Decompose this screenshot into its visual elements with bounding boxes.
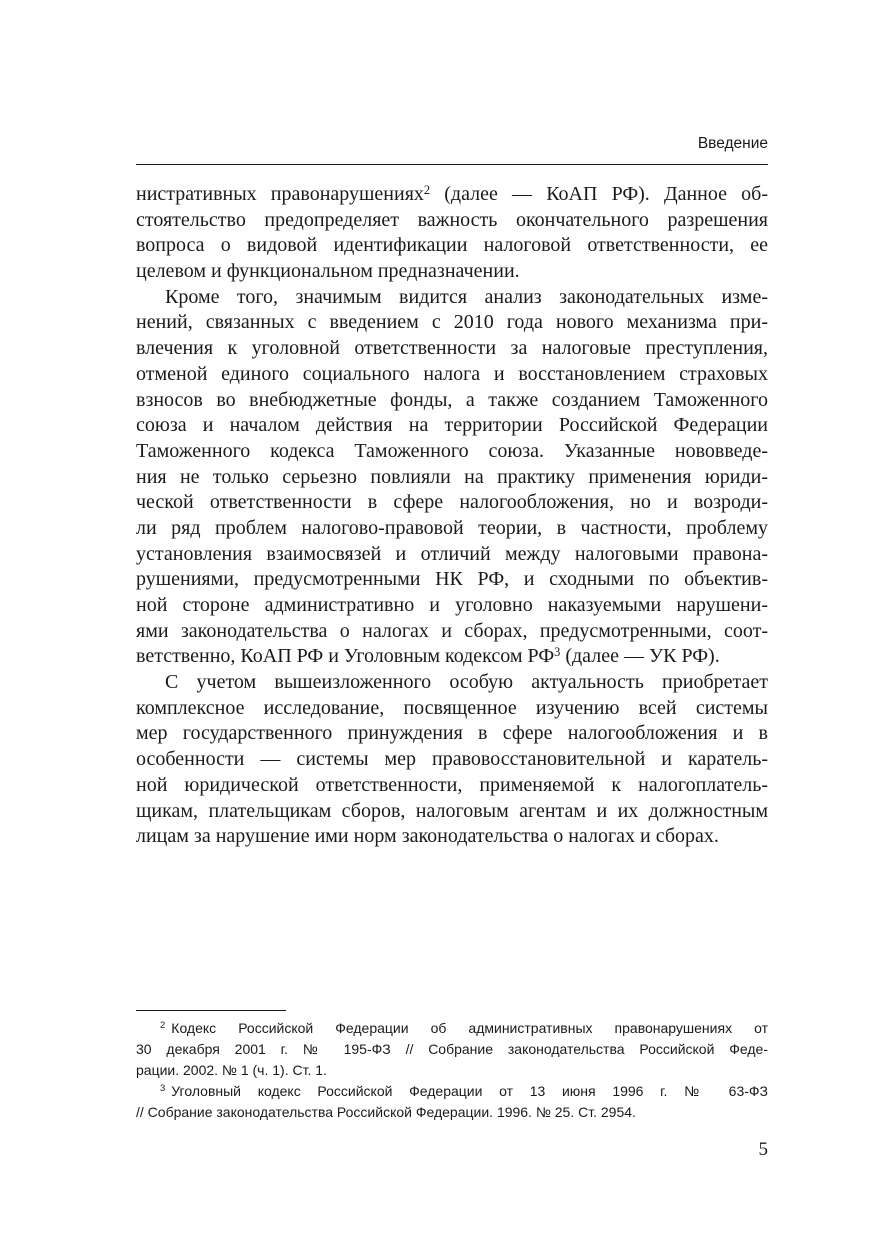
text-line: ческой ответственности в сфере налогообложения, но и возроди- xyxy=(136,491,768,514)
footnotes xyxy=(136,1018,768,1123)
text-line: взносов во внебюджетные фонды, а также созданием Таможенного xyxy=(136,388,768,411)
text-line-segment: ветственно, КоАП РФ и Уголовным кодексом РФ xyxy=(136,645,555,668)
footnote-line-text: Кодекс Российской Федерации об административных правонарушениях от xyxy=(171,1020,768,1036)
text-line: ями законодательства о налогах и сборах, предусмотренными, соот- xyxy=(136,619,768,642)
footnote-line xyxy=(136,1018,768,1039)
text-line: Таможенного кодекса Таможенного союза. Указанные нововведе- xyxy=(136,439,768,462)
text-line-segment: нистративных правонарушениях xyxy=(136,183,424,205)
text-line-segment: (далее — КоАП РФ). Данное об- xyxy=(430,183,768,205)
text-line xyxy=(136,644,768,670)
paragraph-2 xyxy=(136,285,768,670)
header-rule xyxy=(136,164,768,165)
footnote-3 xyxy=(136,1081,768,1123)
running-header xyxy=(136,133,768,155)
text-line: влечения к уголовной ответственности за налоговые преступления, xyxy=(136,337,768,360)
text-line: ной стороне административно и уголовно наказуемыми нарушени- xyxy=(136,594,768,616)
text-line: лицам за нарушение ими норм законодательства о налогах и сборах. xyxy=(136,825,719,848)
main-text xyxy=(136,182,768,850)
footnote-line-text: Уголовный кодекс Российской Федерации от 13 июня 1996 г. № 63-ФЗ xyxy=(171,1083,768,1099)
text-line: отменой единого социального налога и восстановлением страховых xyxy=(136,362,768,385)
text-line: Кроме того, значимым видится анализ законодательных изме- xyxy=(165,285,768,308)
footnote-number: 3 xyxy=(160,1083,166,1095)
footnote-2 xyxy=(136,1018,768,1081)
text-line: целевом и функциональном предназначении. xyxy=(136,260,520,283)
text-line xyxy=(136,182,768,208)
page-number: 5 xyxy=(758,1139,768,1160)
footnote-line: рации. 2002. № 1 (ч. 1). Ст. 1. xyxy=(136,1062,327,1078)
paragraph-3 xyxy=(136,670,768,850)
text-line: особенности — системы мер правовосстановительной и каратель- xyxy=(136,748,768,771)
text-line: союза и началом действия на территории Российской Федерации xyxy=(136,414,768,437)
footnote-line xyxy=(136,1081,768,1102)
text-line: ной юридической ответственности, применяемой к налогоплатель- xyxy=(136,773,768,796)
text-line: щикам, плательщикам сборов, налоговым агентам и их должностным xyxy=(136,799,768,822)
text-line: стоятельство предопределяет важность окончательного разрешения xyxy=(136,208,768,231)
text-line: ли ряд проблем налогово-правовой теории, в частности, проблему xyxy=(136,516,768,539)
text-line: ния не только серьезно повлияли на практику применения юриди- xyxy=(136,465,768,488)
text-line: вопроса о видовой идентификации налоговой ответственности, ее xyxy=(136,234,768,257)
paragraph-1 xyxy=(136,182,768,285)
footnote-separator xyxy=(136,1010,286,1011)
text-line: рушениями, предусмотренными НК РФ, и сходными по объектив- xyxy=(136,568,768,591)
footnote-number: 2 xyxy=(160,1020,166,1032)
section-title: Введение xyxy=(697,135,768,152)
footnote-reference-2[interactable]: 2 xyxy=(423,182,431,197)
footnote-line: 30 декабря 2001 г. № 195-ФЗ // Собрание законодательства Российской Феде- xyxy=(136,1041,768,1057)
text-line: мер государственного принуждения в сфере налогообложения и в xyxy=(136,722,768,745)
text-line-segment: (далее — УК РФ). xyxy=(560,645,720,668)
text-line: С учетом вышеизложенного особую актуальность приобретает xyxy=(165,671,768,694)
footnote-reference-3[interactable]: 3 xyxy=(554,645,561,660)
text-line: нений, связанных с введением с 2010 года нового механизма при- xyxy=(136,311,768,334)
text-line: установления взаимосвязей и отличий между налоговыми правона- xyxy=(136,542,768,565)
text-line: комплексное исследование, посвященное изучению всей системы xyxy=(136,696,768,719)
footnote-line: // Собрание законодательства Российской Федерации. 1996. № 25. Ст. 2954. xyxy=(136,1104,636,1120)
